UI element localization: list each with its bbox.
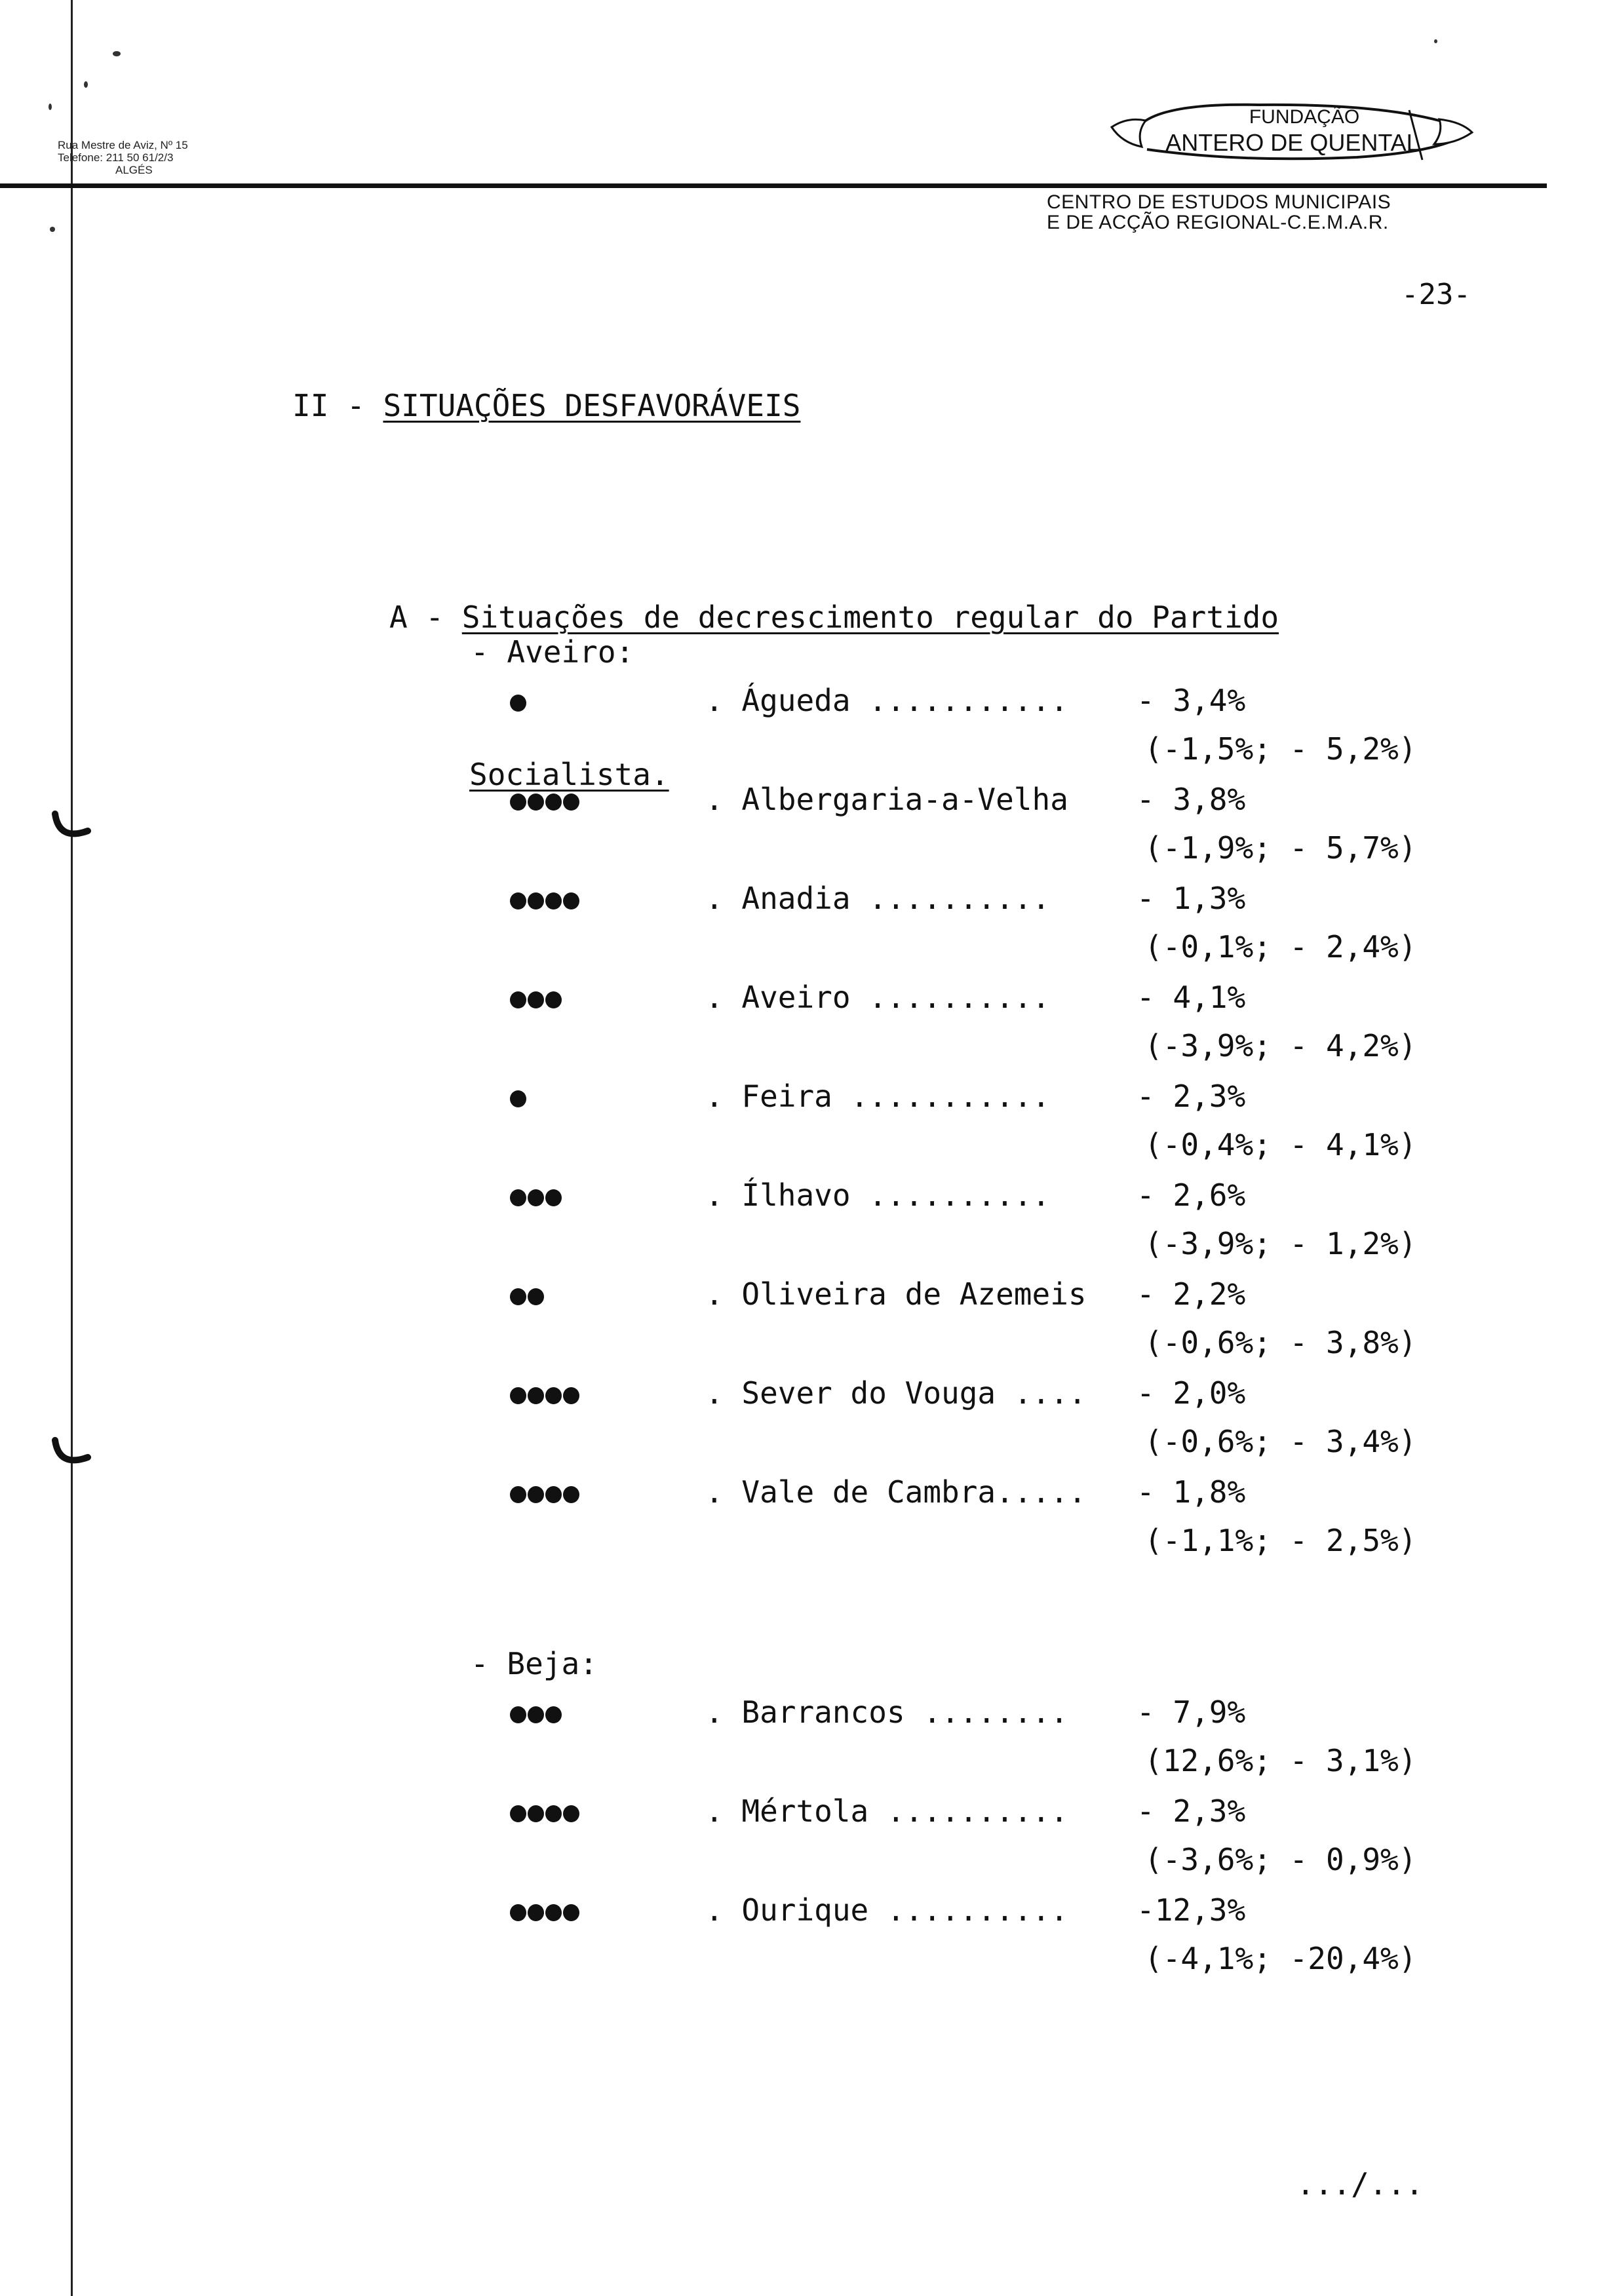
change-range: (-0,6%; - 3,8%) [1144, 1325, 1417, 1360]
rating-dot [528, 1189, 544, 1206]
rating-dot [563, 1805, 579, 1822]
header-rule [0, 183, 1547, 188]
rating-dot [563, 892, 579, 909]
rating-dot [545, 1805, 562, 1822]
rating-dot [528, 1486, 544, 1503]
rating-dot [528, 1387, 544, 1404]
change-value: - 1,8% [1137, 1474, 1246, 1510]
margin-mark-top [49, 805, 94, 851]
rating-dot [510, 892, 526, 909]
rating-dots [510, 1904, 579, 1921]
centro-line-1: CENTRO DE ESTUDOS MUNICIPAIS [1047, 191, 1391, 213]
change-value: - 7,9% [1137, 1694, 1246, 1730]
rating-dot [510, 1486, 526, 1503]
letterhead-address [58, 139, 188, 176]
rating-dots [510, 1288, 544, 1305]
scan-speck [50, 227, 55, 232]
rating-dot [563, 1486, 579, 1503]
scan-speck [49, 104, 52, 110]
rating-dot [528, 1706, 544, 1723]
rating-dot [563, 794, 579, 811]
rating-dots [510, 1387, 579, 1404]
section-title: SITUAÇÕES DESFAVORÁVEIS [383, 388, 801, 423]
subsection-title-line-2: Socialista. [469, 757, 669, 792]
rating-dot [563, 1904, 579, 1921]
change-range: (12,6%; - 3,1%) [1144, 1743, 1417, 1778]
change-value: - 2,6% [1137, 1177, 1246, 1213]
change-range: (-1,1%; - 2,5%) [1144, 1523, 1417, 1558]
rating-dot [563, 1387, 579, 1404]
rating-dots [510, 695, 526, 712]
rating-dot [510, 1387, 526, 1404]
rating-dot [510, 1090, 526, 1107]
scan-speck [1434, 39, 1437, 43]
change-range: (-4,1%; -20,4%) [1144, 1941, 1417, 1976]
rating-dot [510, 695, 526, 712]
rating-dots [510, 1090, 526, 1107]
scan-speck [113, 51, 121, 56]
logo-line-1: FUNDAÇÃO [1249, 106, 1360, 128]
change-range: (-1,9%; - 5,7%) [1144, 830, 1417, 866]
change-range: (-0,6%; - 3,4%) [1144, 1424, 1417, 1459]
rating-dot [545, 1387, 562, 1404]
rating-dot [510, 991, 526, 1008]
municipality-name: . Anadia .......... [705, 881, 1051, 916]
rating-dot [545, 991, 562, 1008]
continuation-mark: .../... [1296, 2166, 1424, 2202]
rating-dots [510, 794, 579, 811]
rating-dots [510, 1706, 562, 1723]
rating-dot [545, 1189, 562, 1206]
margin-mark-bottom [49, 1431, 94, 1477]
change-range: (-3,9%; - 4,2%) [1144, 1028, 1417, 1063]
rating-dot [545, 1486, 562, 1503]
rating-dots [510, 892, 579, 909]
rating-dots [510, 1486, 579, 1503]
municipality-name: . Aveiro .......... [705, 980, 1051, 1015]
district-label: - Aveiro: [471, 634, 634, 670]
change-value: - 2,2% [1137, 1276, 1246, 1312]
rating-dot [510, 794, 526, 811]
town-line: ALGÉS [115, 164, 153, 176]
change-value: - 2,3% [1137, 1793, 1246, 1829]
section-prefix: II - [292, 388, 383, 423]
municipality-name: . Oliveira de Azemeis [705, 1276, 1087, 1312]
municipality-name: . Ílhavo .......... [705, 1177, 1051, 1213]
centro-block [1047, 192, 1391, 233]
phone-line: Telefone: 211 50 61/2/3 [58, 151, 174, 164]
rating-dot [545, 892, 562, 909]
address-line: Rua Mestre de Aviz, Nº 15 [58, 139, 188, 151]
rating-dots [510, 1189, 562, 1206]
page-number: -23- [1401, 278, 1471, 311]
municipality-name: . Barrancos ........ [705, 1694, 1068, 1730]
district-label: - Beja: [471, 1646, 598, 1681]
centro-line-2: E DE ACÇÃO REGIONAL-C.E.M.A.R. [1047, 212, 1389, 233]
municipality-name: . Feira ........... [705, 1079, 1051, 1114]
section-heading [292, 388, 800, 423]
change-range: (-0,1%; - 2,4%) [1144, 929, 1417, 965]
rating-dot [510, 1805, 526, 1822]
rating-dot [545, 794, 562, 811]
municipality-name: . Sever do Vouga .... [705, 1375, 1087, 1411]
subsection-title-line-1: Situações de decrescimento regular do Partido [461, 600, 1279, 635]
rating-dots [510, 991, 562, 1008]
change-value: -12,3% [1137, 1892, 1246, 1928]
change-range: (-0,4%; - 4,1%) [1144, 1127, 1417, 1162]
change-range: (-1,5%; - 5,2%) [1144, 731, 1417, 767]
subsection-prefix: A - [389, 600, 462, 635]
rating-dots [510, 1805, 579, 1822]
rating-dot [528, 892, 544, 909]
rating-dot [545, 1904, 562, 1921]
municipality-name: . Albergaria-a-Velha [705, 782, 1068, 817]
rating-dot [510, 1904, 526, 1921]
rating-dot [528, 991, 544, 1008]
change-range: (-3,9%; - 1,2%) [1144, 1226, 1417, 1261]
change-value: - 3,8% [1137, 782, 1246, 817]
change-value: - 4,1% [1137, 980, 1246, 1015]
foundation-logo [1108, 97, 1475, 165]
rating-dot [528, 1904, 544, 1921]
municipality-name: . Águeda ........... [705, 683, 1068, 718]
rating-dot [510, 1706, 526, 1723]
rating-dot [528, 794, 544, 811]
municipality-name: . Ourique .......... [705, 1892, 1068, 1928]
rating-dot [510, 1288, 526, 1305]
change-value: - 3,4% [1137, 683, 1246, 718]
rating-dot [528, 1805, 544, 1822]
scan-speck [84, 81, 88, 88]
municipality-name: . Mértola .......... [705, 1793, 1068, 1829]
rating-dot [528, 1288, 544, 1305]
change-range: (-3,6%; - 0,9%) [1144, 1842, 1417, 1877]
change-value: - 1,3% [1137, 881, 1246, 916]
rating-dot [510, 1189, 526, 1206]
change-value: - 2,3% [1137, 1079, 1246, 1114]
rating-dot [545, 1706, 562, 1723]
municipality-name: . Vale de Cambra..... [705, 1474, 1087, 1510]
margin-line [71, 0, 73, 2296]
change-value: - 2,0% [1137, 1375, 1246, 1411]
logo-line-2: ANTERO DE QUENTAL [1165, 129, 1420, 156]
